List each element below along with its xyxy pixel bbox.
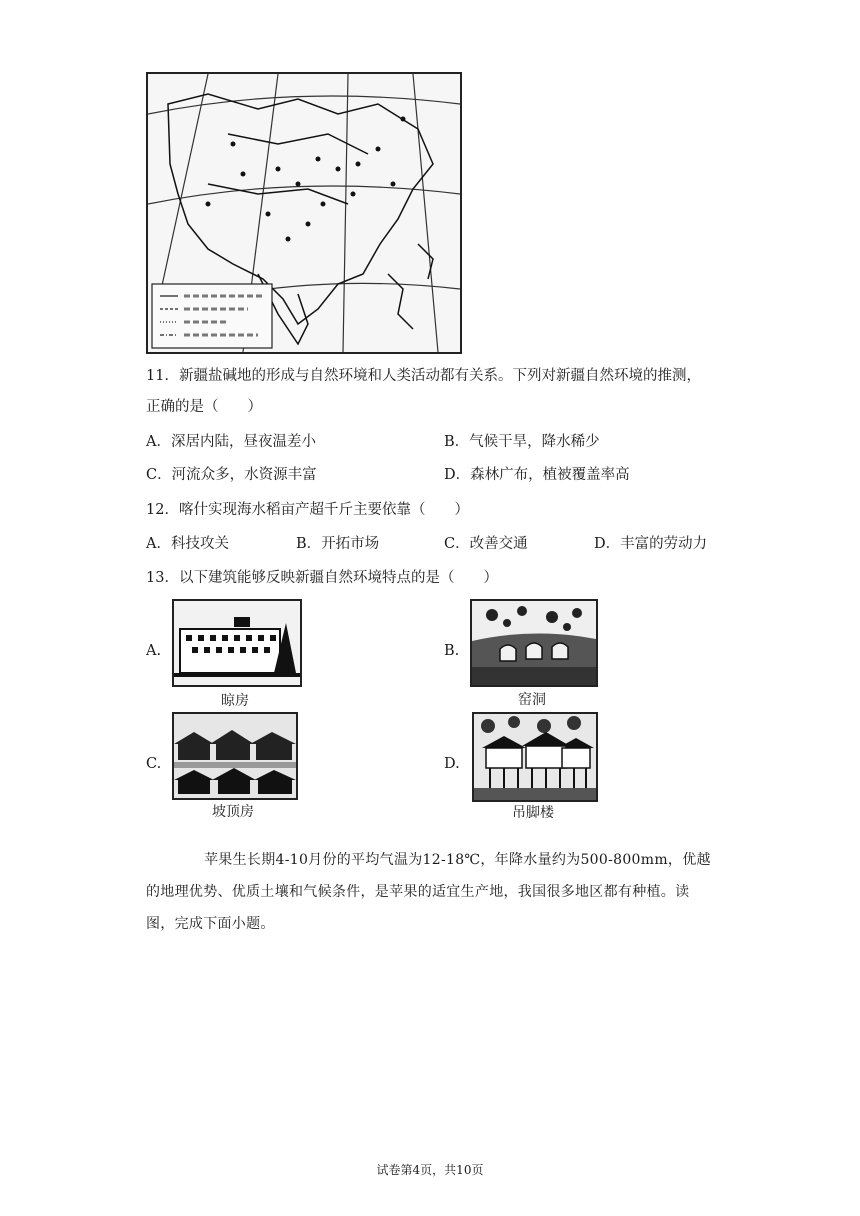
q11-option-a[interactable] [146,432,316,452]
option-letter: C． [146,467,172,483]
passage-line3: 图，完成下面小题。 [146,916,275,932]
q11-option-d[interactable] [444,465,630,485]
option-letter: B． [296,536,322,552]
q13-option-b-caption: 窑洞 [518,692,546,708]
question-13 [146,568,498,588]
stilt-house-image [474,714,596,800]
option-letter: C． [444,536,470,552]
question-12 [146,500,469,520]
q12-option-c[interactable] [444,534,528,554]
map-image [148,74,460,352]
q12-option-b[interactable] [296,534,379,554]
drying-house-image [174,601,300,685]
q13-option-c-letter[interactable]: C. [146,756,162,772]
q12-option-a[interactable] [146,534,229,554]
option-text: 改善交通 [469,536,528,552]
question-12-text: 喀什实现海水稻亩产超千斤主要依靠（ ） [178,502,469,518]
option-text: 科技攻关 [170,536,229,552]
q13-option-b-letter[interactable]: B. [444,643,460,659]
option-text: 河流众多，水资源丰富 [171,467,317,483]
option-letter: A． [146,536,171,552]
q12-option-d[interactable] [594,534,707,554]
q11-option-b[interactable] [444,432,600,452]
option-text: 开拓市场 [321,536,380,552]
passage-line2: 的地理优势、优质土壤和气候条件，是苹果的适宜生产地，我国很多地区都有种植。读 [146,884,690,900]
q13-option-a-letter[interactable]: A. [146,643,162,659]
option-letter: D． [444,467,471,483]
page-footer: 试卷第4页，共10页 [376,1163,484,1177]
option-letter: D． [594,536,621,552]
question-11-line1 [146,366,701,386]
question-13-text: 以下建筑能够反映新疆自然环境特点的是（ ） [178,570,498,586]
q11-option-c[interactable] [146,465,317,485]
question-11-line2: 正确的是（ ） [146,399,262,415]
passage-line1: 苹果生长期4-10月份的平均气温为12-18℃，年降水量约为500-800mm，优越 [204,852,711,868]
q13-option-c-caption: 坡顶房 [212,804,254,820]
q13-option-c-photo[interactable] [172,712,298,800]
option-text: 气候干旱，降水稀少 [469,434,600,450]
option-letter: A． [146,434,171,450]
question-13-number: 13． [146,570,179,586]
option-text: 森林广布，植被覆盖率高 [470,467,630,483]
q13-option-a-photo[interactable] [172,599,302,687]
question-11-number: 11． [146,368,179,384]
q13-option-a-caption: 晾房 [221,693,249,709]
option-letter: B． [444,434,470,450]
q13-option-b-photo[interactable] [470,599,598,687]
question-11-text: 新疆盐碱地的形成与自然环境和人类活动都有关系。下列对新疆自然环境的推测， [178,368,701,384]
q13-option-d-caption: 吊脚楼 [512,805,554,821]
cave-dwelling-image [472,601,596,685]
map-figure [146,72,462,354]
option-text: 深居内陆，昼夜温差小 [170,434,316,450]
question-12-number: 12． [146,502,179,518]
sloped-roof-house-image [174,714,296,798]
option-text: 丰富的劳动力 [620,536,708,552]
q13-option-d-letter[interactable]: D. [444,756,460,772]
q13-option-d-photo[interactable] [472,712,598,802]
